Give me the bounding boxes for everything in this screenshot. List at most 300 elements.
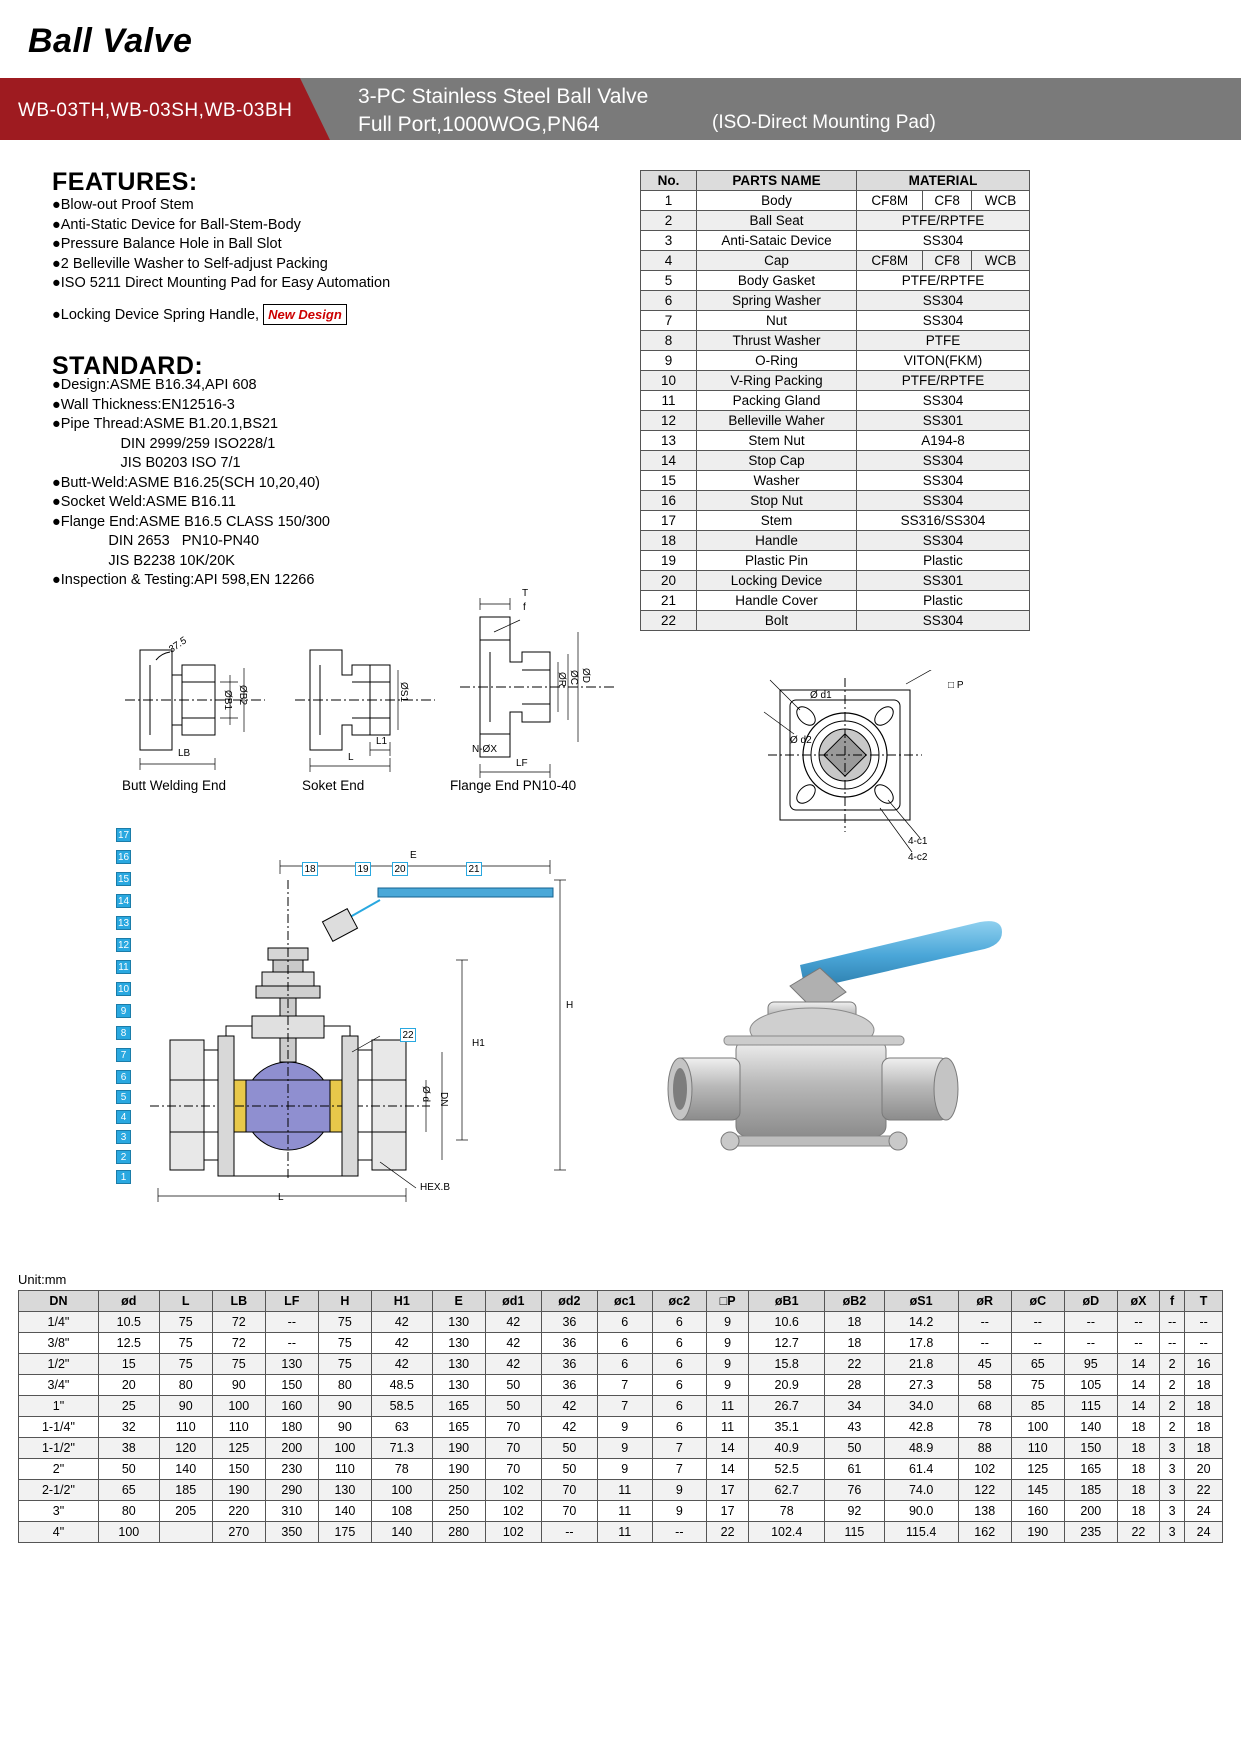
parts-table-row <box>641 531 1030 551</box>
dim-size-cell: 1-1/2" <box>19 1438 99 1459</box>
dim-value-cell: 140 <box>371 1522 432 1543</box>
dim-value-cell: 130 <box>318 1480 371 1501</box>
dim-value-cell: 140 <box>1064 1417 1117 1438</box>
part-material: SS301 <box>857 571 1030 591</box>
dim-value-cell: 190 <box>1011 1522 1064 1543</box>
butt-b2-label: ØB2 <box>237 685 248 706</box>
part-name: Washer <box>697 471 857 491</box>
dim-value-cell: 42 <box>541 1396 597 1417</box>
dim-value-cell: 42 <box>485 1312 541 1333</box>
dim-value-cell: 165 <box>1064 1459 1117 1480</box>
dim-value-cell: 11 <box>707 1396 749 1417</box>
dim-value-cell: 92 <box>825 1501 884 1522</box>
flange-nx-label: N-ØX <box>472 744 497 755</box>
dim-value-cell: 14 <box>1117 1354 1159 1375</box>
dim-value-cell: 36 <box>541 1333 597 1354</box>
part-number: 16 <box>641 491 697 511</box>
butt-b1-label: ØB1 <box>222 690 233 711</box>
dim-value-cell: 18 <box>825 1312 884 1333</box>
dim-header-cell: DN <box>19 1291 99 1312</box>
dim-value-cell: 58 <box>958 1375 1011 1396</box>
parts-table-row <box>641 551 1030 571</box>
standard-item: JIS B2238 10K/20K <box>52 552 235 569</box>
part-number: 6 <box>641 291 697 311</box>
dim-value-cell: 280 <box>432 1522 485 1543</box>
dim-value-cell: 88 <box>958 1438 1011 1459</box>
dim-table-row <box>19 1354 1223 1375</box>
callout-18: 18 <box>302 862 318 876</box>
part-name: Handle Cover <box>697 591 857 611</box>
dim-value-cell: 190 <box>432 1459 485 1480</box>
dim-header-cell: øc2 <box>652 1291 707 1312</box>
dim-value-cell: 95 <box>1064 1354 1117 1375</box>
dim-value-cell: 22 <box>1117 1522 1159 1543</box>
dim-value-cell: 9 <box>707 1333 749 1354</box>
parts-header-no: No. <box>641 171 697 191</box>
dim-header-cell: ød2 <box>541 1291 597 1312</box>
dim-value-cell: 17 <box>707 1480 749 1501</box>
part-material: SS304 <box>857 311 1030 331</box>
parts-table-row <box>641 591 1030 611</box>
part-material: SS304 <box>857 491 1030 511</box>
dim-value-cell: 42 <box>371 1312 432 1333</box>
section-d-label: Ø d <box>420 1086 431 1103</box>
dim-value-cell: 310 <box>265 1501 318 1522</box>
dim-value-cell: 6 <box>652 1312 707 1333</box>
dim-value-cell: 2 <box>1160 1396 1185 1417</box>
dim-value-cell: 7 <box>597 1375 652 1396</box>
pad-p-label: □ P <box>948 680 964 691</box>
dim-value-cell: 90 <box>159 1396 212 1417</box>
butt-lb-label: LB <box>178 748 191 759</box>
dim-value-cell: 18 <box>1117 1417 1159 1438</box>
dim-value-cell: 78 <box>371 1459 432 1480</box>
dim-value-cell: 160 <box>265 1396 318 1417</box>
dim-value-cell: 11 <box>597 1501 652 1522</box>
feature-item: ●Blow-out Proof Stem <box>52 197 194 213</box>
socket-l1-label: L1 <box>376 736 388 747</box>
dim-value-cell: 180 <box>265 1417 318 1438</box>
dim-value-cell: 9 <box>707 1375 749 1396</box>
dim-value-cell: 22 <box>825 1354 884 1375</box>
dim-value-cell: 65 <box>1011 1354 1064 1375</box>
dim-value-cell: -- <box>652 1522 707 1543</box>
socket-s1-label: ØS1 <box>398 682 409 703</box>
part-material: SS304 <box>857 291 1030 311</box>
parts-table-row <box>641 351 1030 371</box>
butt-angle-label: 37.5 <box>166 635 189 656</box>
dim-value-cell: 58.5 <box>371 1396 432 1417</box>
header-title-line2: Full Port,1000WOG,PN64 <box>358 113 600 136</box>
dim-value-cell: -- <box>958 1312 1011 1333</box>
socket-end-caption: Soket End <box>302 778 365 793</box>
dim-size-cell: 1/2" <box>19 1354 99 1375</box>
dim-header-cell: L <box>159 1291 212 1312</box>
dim-value-cell: 9 <box>707 1354 749 1375</box>
dim-value-cell: 18 <box>1185 1417 1223 1438</box>
dim-value-cell: 9 <box>707 1312 749 1333</box>
callout-22: 22 <box>400 1028 416 1042</box>
dim-value-cell: 45 <box>958 1354 1011 1375</box>
part-material: WCB <box>971 191 1029 211</box>
dim-value-cell: 3 <box>1160 1480 1185 1501</box>
callout-3: 3 <box>116 1130 131 1144</box>
dim-value-cell: -- <box>1160 1333 1185 1354</box>
dim-value-cell: 15 <box>98 1354 159 1375</box>
part-name: Body Gasket <box>697 271 857 291</box>
dim-table-row <box>19 1501 1223 1522</box>
dim-value-cell: -- <box>1011 1312 1064 1333</box>
dim-value-cell: 115 <box>825 1522 884 1543</box>
dim-value-cell: 65 <box>98 1480 159 1501</box>
dim-value-cell: 78 <box>958 1417 1011 1438</box>
dim-value-cell: -- <box>265 1333 318 1354</box>
dim-value-cell: 90.0 <box>884 1501 958 1522</box>
dim-value-cell: 90 <box>318 1396 371 1417</box>
product-photo <box>650 890 1050 1220</box>
parts-table-row <box>641 231 1030 251</box>
dim-value-cell: 18 <box>1185 1438 1223 1459</box>
dim-value-cell: 85 <box>1011 1396 1064 1417</box>
dim-value-cell: 130 <box>432 1354 485 1375</box>
part-name: Belleville Waher <box>697 411 857 431</box>
dim-value-cell: 165 <box>432 1396 485 1417</box>
dim-value-cell: 6 <box>597 1333 652 1354</box>
dim-value-cell: 122 <box>958 1480 1011 1501</box>
parts-table-row <box>641 251 1030 271</box>
valve-section-drawing <box>130 840 610 1220</box>
dim-value-cell: 12.5 <box>98 1333 159 1354</box>
dim-value-cell: 35.1 <box>749 1417 825 1438</box>
dim-value-cell: -- <box>1011 1333 1064 1354</box>
parts-table-row <box>641 331 1030 351</box>
dim-value-cell: 50 <box>541 1459 597 1480</box>
part-material: SS304 <box>857 231 1030 251</box>
dim-size-cell: 1/4" <box>19 1312 99 1333</box>
callout-12: 12 <box>117 940 130 951</box>
part-name: Spring Washer <box>697 291 857 311</box>
dim-header-cell: øR <box>958 1291 1011 1312</box>
dim-value-cell: 7 <box>652 1438 707 1459</box>
callout-16: 16 <box>117 852 130 863</box>
part-name: O-Ring <box>697 351 857 371</box>
dim-size-cell: 2-1/2" <box>19 1480 99 1501</box>
section-h1-label: H1 <box>472 1038 485 1049</box>
dim-value-cell: 22 <box>707 1522 749 1543</box>
flange-end-caption: Flange End PN10-40 <box>450 778 577 793</box>
dim-value-cell: 10.6 <box>749 1312 825 1333</box>
part-number: 8 <box>641 331 697 351</box>
part-name: Locking Device <box>697 571 857 591</box>
dim-size-cell: 3" <box>19 1501 99 1522</box>
section-l-label: L <box>278 1192 284 1203</box>
dim-value-cell: 26.7 <box>749 1396 825 1417</box>
feature-item: ●Locking Device Spring Handle, <box>52 306 260 323</box>
dim-header-cell: øS1 <box>884 1291 958 1312</box>
parts-table-row <box>641 211 1030 231</box>
dim-value-cell: 230 <box>265 1459 318 1480</box>
dim-size-cell: 1-1/4" <box>19 1417 99 1438</box>
parts-table-row <box>641 611 1030 631</box>
dim-value-cell: 16 <box>1185 1354 1223 1375</box>
dim-value-cell: 9 <box>652 1501 707 1522</box>
part-number: 9 <box>641 351 697 371</box>
dim-value-cell: 185 <box>159 1480 212 1501</box>
dimension-table <box>18 1290 1223 1543</box>
part-name: Plastic Pin <box>697 551 857 571</box>
socket-l-label: L <box>348 752 354 763</box>
parts-header-name: PARTS NAME <box>697 171 857 191</box>
part-name: Packing Gland <box>697 391 857 411</box>
dim-value-cell: 34.0 <box>884 1396 958 1417</box>
pad-4c2-label: 4-c2 <box>908 852 928 863</box>
dim-value-cell: 220 <box>212 1501 265 1522</box>
dim-value-cell: 34 <box>825 1396 884 1417</box>
callout-20: 20 <box>392 862 408 876</box>
dim-value-cell: 205 <box>159 1501 212 1522</box>
dim-value-cell: 100 <box>98 1522 159 1543</box>
part-material: SS316/SS304 <box>857 511 1030 531</box>
dim-value-cell: -- <box>1160 1312 1185 1333</box>
dim-table-row <box>19 1438 1223 1459</box>
parts-table-row <box>641 511 1030 531</box>
dim-value-cell: -- <box>265 1312 318 1333</box>
parts-table <box>640 170 1030 631</box>
section-e-label: E <box>410 850 417 861</box>
dim-value-cell: 70 <box>485 1459 541 1480</box>
dim-value-cell: 80 <box>318 1375 371 1396</box>
part-name: Ball Seat <box>697 211 857 231</box>
dim-value-cell: 190 <box>212 1480 265 1501</box>
dim-value-cell: 6 <box>597 1354 652 1375</box>
standard-item: ●Design:ASME B16.34,API 608 <box>52 377 257 393</box>
dim-value-cell: 110 <box>159 1417 212 1438</box>
dim-value-cell: 48.9 <box>884 1438 958 1459</box>
dim-value-cell: 138 <box>958 1501 1011 1522</box>
parts-table-row <box>641 491 1030 511</box>
callout-5: 5 <box>116 1090 131 1104</box>
part-number: 5 <box>641 271 697 291</box>
dim-value-cell: 11 <box>597 1480 652 1501</box>
dim-value-cell: -- <box>541 1522 597 1543</box>
page-title: Ball Valve <box>28 22 193 60</box>
dim-value-cell: 74.0 <box>884 1480 958 1501</box>
dim-value-cell: 100 <box>371 1480 432 1501</box>
dim-value-cell: 38 <box>98 1438 159 1459</box>
dim-value-cell: 70 <box>485 1417 541 1438</box>
dim-value-cell: 42 <box>485 1354 541 1375</box>
dim-value-cell: 102 <box>958 1459 1011 1480</box>
dim-value-cell: 52.5 <box>749 1459 825 1480</box>
parts-table-row <box>641 191 1030 211</box>
callout-17: 17 <box>117 830 130 841</box>
standard-list <box>52 376 330 591</box>
dim-value-cell: 24 <box>1185 1501 1223 1522</box>
dim-value-cell: 6 <box>652 1333 707 1354</box>
part-material: WCB <box>971 251 1029 271</box>
standard-item: DIN 2999/259 ISO228/1 <box>52 435 276 452</box>
part-number: 10 <box>641 371 697 391</box>
feature-item: ●2 Belleville Washer to Self-adjust Packing <box>52 255 328 272</box>
dim-value-cell: 14 <box>1117 1375 1159 1396</box>
dim-value-cell: 110 <box>1011 1438 1064 1459</box>
dim-header-cell: H <box>318 1291 371 1312</box>
dim-value-cell: 250 <box>432 1480 485 1501</box>
dim-value-cell: 165 <box>432 1417 485 1438</box>
dim-value-cell: 90 <box>318 1417 371 1438</box>
dim-value-cell: -- <box>1064 1333 1117 1354</box>
header-model-text: WB-03TH,WB-03SH,WB-03BH <box>18 100 293 121</box>
dim-value-cell: 150 <box>1064 1438 1117 1459</box>
dim-header-cell: øC <box>1011 1291 1064 1312</box>
dim-value-cell: 14 <box>707 1438 749 1459</box>
dim-table-row <box>19 1459 1223 1480</box>
dim-value-cell: 3 <box>1160 1459 1185 1480</box>
part-name: V-Ring Packing <box>697 371 857 391</box>
dim-value-cell: 150 <box>212 1459 265 1480</box>
features-list <box>52 196 390 325</box>
dim-value-cell: 130 <box>432 1375 485 1396</box>
dim-value-cell: 9 <box>597 1438 652 1459</box>
dim-value-cell: 24 <box>1185 1522 1223 1543</box>
callout-4: 4 <box>116 1110 131 1124</box>
standard-item: JIS B0203 ISO 7/1 <box>52 455 241 471</box>
callout-21: 21 <box>466 862 482 876</box>
dim-value-cell: 18 <box>1185 1375 1223 1396</box>
callout-15: 15 <box>117 874 130 885</box>
dim-value-cell: 250 <box>432 1501 485 1522</box>
standard-item: ●Wall Thickness:EN12516-3 <box>52 396 235 413</box>
dim-value-cell: 7 <box>652 1459 707 1480</box>
dim-value-cell: 2 <box>1160 1375 1185 1396</box>
dim-table-row <box>19 1522 1223 1543</box>
dim-value-cell: 102 <box>485 1480 541 1501</box>
part-material: SS304 <box>857 531 1030 551</box>
part-material: CF8M <box>857 191 923 211</box>
header-iso-note: (ISO-Direct Mounting Pad) <box>712 112 936 133</box>
pad-d1-label: Ø d1 <box>810 690 832 701</box>
dim-value-cell: 42 <box>541 1417 597 1438</box>
dim-value-cell: 50 <box>541 1438 597 1459</box>
part-number: 18 <box>641 531 697 551</box>
part-material: CF8 <box>923 191 972 211</box>
part-number: 19 <box>641 551 697 571</box>
flange-d-label: ØD <box>580 668 591 683</box>
dim-value-cell: 140 <box>159 1459 212 1480</box>
callout-10: 10 <box>117 984 130 995</box>
parts-table-row <box>641 431 1030 451</box>
dim-value-cell: 162 <box>958 1522 1011 1543</box>
dim-table-row <box>19 1375 1223 1396</box>
dim-value-cell: 350 <box>265 1522 318 1543</box>
part-number: 11 <box>641 391 697 411</box>
parts-table-row <box>641 271 1030 291</box>
feature-item: ●Pressure Balance Hole in Ball Slot <box>52 236 282 252</box>
dim-value-cell: 75 <box>159 1333 212 1354</box>
dim-value-cell: 11 <box>707 1417 749 1438</box>
standard-item: ●Flange End:ASME B16.5 CLASS 150/300 <box>52 513 330 530</box>
dim-size-cell: 4" <box>19 1522 99 1543</box>
pad-4c1-label: 4-c1 <box>908 836 928 847</box>
part-name: Anti-Sataic Device <box>697 231 857 251</box>
parts-table-header-row <box>641 171 1030 191</box>
dim-value-cell <box>159 1522 212 1543</box>
dim-value-cell: 125 <box>212 1438 265 1459</box>
dim-value-cell: 27.3 <box>884 1375 958 1396</box>
dim-value-cell: 78 <box>749 1501 825 1522</box>
part-number: 21 <box>641 591 697 611</box>
dim-value-cell: 42.8 <box>884 1417 958 1438</box>
dim-value-cell: 75 <box>318 1312 371 1333</box>
dim-value-cell: 200 <box>1064 1501 1117 1522</box>
dim-header-cell: E <box>432 1291 485 1312</box>
dim-value-cell: 14 <box>707 1459 749 1480</box>
part-number: 20 <box>641 571 697 591</box>
part-number: 1 <box>641 191 697 211</box>
dim-value-cell: 43 <box>825 1417 884 1438</box>
dim-value-cell: 14.2 <box>884 1312 958 1333</box>
part-material: CF8M <box>857 251 923 271</box>
dim-value-cell: 130 <box>265 1354 318 1375</box>
dim-value-cell: 100 <box>212 1396 265 1417</box>
parts-header-material: MATERIAL <box>857 171 1030 191</box>
flange-f-label: f <box>523 602 526 613</box>
dim-value-cell: 20 <box>1185 1459 1223 1480</box>
dim-value-cell: -- <box>1064 1312 1117 1333</box>
dim-value-cell: 75 <box>318 1354 371 1375</box>
dim-value-cell: 75 <box>159 1312 212 1333</box>
dim-value-cell: 270 <box>212 1522 265 1543</box>
dim-value-cell: 140 <box>318 1501 371 1522</box>
dim-header-cell: H1 <box>371 1291 432 1312</box>
dim-value-cell: 6 <box>597 1312 652 1333</box>
part-number: 12 <box>641 411 697 431</box>
dim-value-cell: 62.7 <box>749 1480 825 1501</box>
dim-value-cell: -- <box>1117 1333 1159 1354</box>
dim-value-cell: 6 <box>652 1396 707 1417</box>
part-material: PTFE <box>857 331 1030 351</box>
dim-value-cell: 110 <box>212 1417 265 1438</box>
dim-size-cell: 1" <box>19 1396 99 1417</box>
dim-value-cell: 61 <box>825 1459 884 1480</box>
dim-value-cell: 70 <box>485 1438 541 1459</box>
dim-value-cell: 32 <box>98 1417 159 1438</box>
dim-header-cell: øB2 <box>825 1291 884 1312</box>
standard-item: ●Inspection & Testing:API 598,EN 12266 <box>52 572 315 588</box>
dim-value-cell: 120 <box>159 1438 212 1459</box>
dim-value-cell: 75 <box>1011 1375 1064 1396</box>
standard-heading: STANDARD: <box>52 352 204 380</box>
callout-13: 13 <box>117 918 130 929</box>
part-material: SS304 <box>857 451 1030 471</box>
dim-value-cell: 22 <box>1185 1480 1223 1501</box>
dim-value-cell: 28 <box>825 1375 884 1396</box>
part-number: 4 <box>641 251 697 271</box>
dim-value-cell: 63 <box>371 1417 432 1438</box>
dim-header-cell: T <box>1185 1291 1223 1312</box>
dim-size-cell: 3/4" <box>19 1375 99 1396</box>
dim-value-cell: 115 <box>1064 1396 1117 1417</box>
part-material: SS304 <box>857 391 1030 411</box>
dim-value-cell: 72 <box>212 1312 265 1333</box>
pad-d2-label: Ø d2 <box>790 735 812 746</box>
dim-value-cell: 40.9 <box>749 1438 825 1459</box>
standard-item: DIN 2653 PN10-PN40 <box>52 533 260 549</box>
dim-value-cell: 3 <box>1160 1501 1185 1522</box>
dim-value-cell: 15.8 <box>749 1354 825 1375</box>
part-material: PTFE/RPTFE <box>857 211 1030 231</box>
dim-value-cell: 130 <box>432 1312 485 1333</box>
